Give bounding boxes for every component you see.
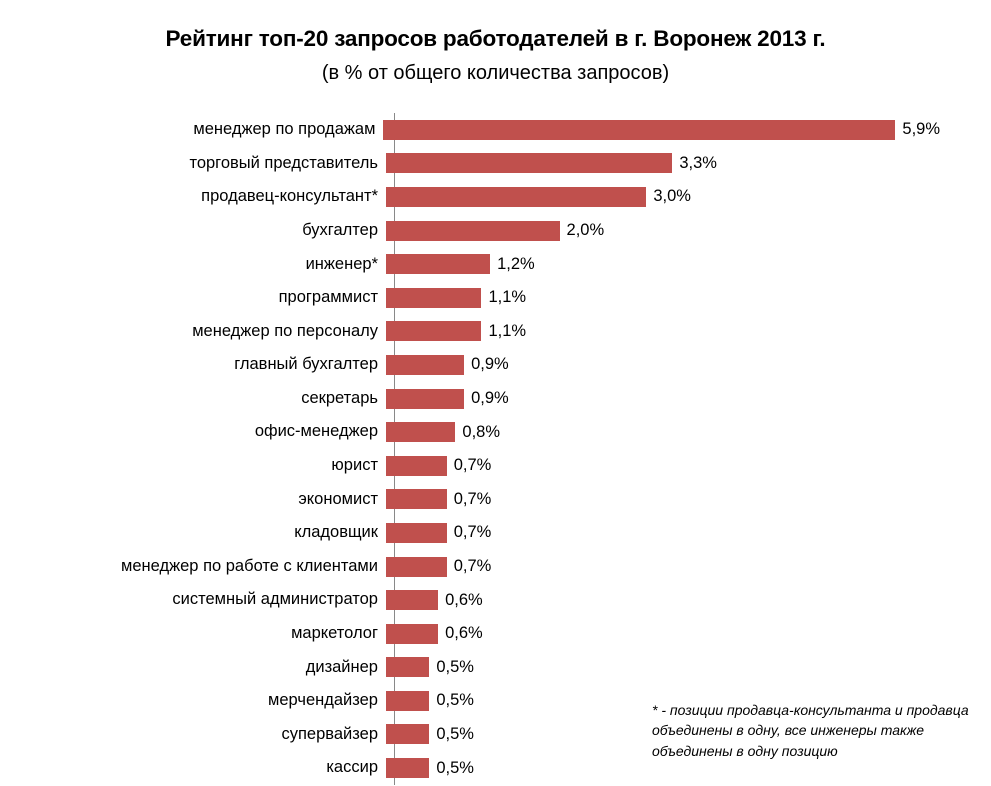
bar-value-label: 0,9% (471, 389, 509, 408)
bar-value-label: 5,9% (902, 120, 940, 139)
category-label: менеджер по работе с клиентами (121, 556, 378, 575)
chart-footnote: * - позиции продавца-консультанта и продавца объединены в одну, все инженеры также объединены в одну позицию (652, 702, 969, 759)
bar-value-label: 1,1% (488, 288, 527, 307)
bar-track (386, 281, 940, 315)
bar-row (60, 550, 940, 584)
category-label: продавец-консультант* (201, 187, 378, 206)
bar (386, 288, 481, 308)
bar-rows (60, 113, 940, 785)
bar (386, 254, 490, 274)
category-label: супервайзер (281, 724, 378, 743)
bar-row (60, 348, 940, 382)
bar (386, 355, 464, 375)
bar-value-label: 1,1% (488, 321, 527, 340)
bar-track (386, 382, 940, 416)
category-label: менеджер по продажам (193, 120, 376, 139)
bar-value-label: 0,5% (436, 758, 474, 777)
bar (386, 523, 447, 543)
bar-value-label: 0,5% (436, 691, 474, 710)
bar-track (383, 113, 940, 147)
bar-track (386, 617, 940, 651)
category-label: маркетолог (291, 624, 378, 643)
category-label: системный администратор (172, 590, 378, 609)
bar (386, 624, 438, 644)
chart-title: Рейтинг топ-20 запросов работодателей в г. Воронеж 2013 г. (165, 26, 826, 51)
bar (386, 221, 560, 241)
category-label: менеджер по персоналу (192, 321, 378, 340)
bar (386, 758, 429, 778)
category-label: программист (278, 288, 378, 307)
category-label: торговый представитель (189, 153, 378, 172)
bar-value-label: 0,5% (436, 657, 474, 676)
bar-row (60, 382, 940, 416)
bar-row (60, 483, 940, 517)
bar-track (386, 483, 940, 517)
bar-row (60, 516, 940, 550)
bar-row (60, 180, 940, 214)
bar-row (60, 583, 940, 617)
bar-value-label: 0,9% (471, 355, 509, 374)
bar-row (60, 247, 940, 281)
category-label: юрист (331, 456, 378, 475)
bar-value-label: 0,5% (436, 724, 474, 743)
chart-subtitle: (в % от общего количества запросов) (321, 62, 670, 84)
bar-row (60, 113, 940, 147)
bar (386, 724, 429, 744)
bar-track (386, 415, 940, 449)
bar-row (60, 617, 940, 651)
bar-track (386, 315, 940, 349)
bar-value-label: 0,7% (453, 456, 492, 475)
bar-row (60, 449, 940, 483)
category-label: экономист (298, 489, 378, 508)
bar-value-label: 3,3% (679, 153, 717, 172)
category-label: секретарь (301, 388, 378, 407)
bar-track (386, 651, 940, 685)
bar-value-label: 0,8% (462, 422, 501, 441)
bar (386, 389, 464, 409)
bar (386, 321, 481, 341)
bar-row (60, 147, 940, 181)
category-label: офис-менеджер (254, 422, 378, 441)
bar-track (386, 550, 940, 584)
category-label: мерчендайзер (268, 691, 378, 710)
bar-track (386, 180, 940, 214)
bar-value-label: 0,6% (445, 624, 483, 643)
bar-track (386, 348, 940, 382)
bar (386, 187, 646, 207)
bar (386, 489, 447, 509)
bar-value-label: 0,7% (453, 557, 492, 576)
category-label: инженер* (305, 254, 378, 273)
bar (386, 657, 429, 677)
bar-row (60, 415, 940, 449)
category-label: кладовщик (294, 523, 378, 542)
bar-value-label: 0,7% (453, 489, 492, 508)
bar-row (60, 281, 940, 315)
bar-track (386, 516, 940, 550)
category-label: кассир (326, 758, 378, 777)
bar (386, 590, 438, 610)
bar-track (386, 583, 940, 617)
bar (383, 120, 895, 140)
bar (386, 691, 429, 711)
bar-row (60, 315, 940, 349)
bar-track (386, 247, 940, 281)
bar-row (60, 214, 940, 248)
plot-area (60, 113, 940, 785)
category-label: бухгалтер (302, 220, 378, 239)
category-label: дизайнер (305, 657, 378, 676)
category-label: главный бухгалтер (234, 355, 378, 374)
bar (386, 422, 455, 442)
bar-value-label: 2,0% (566, 221, 605, 240)
bar-value-label: 0,7% (453, 523, 492, 542)
bar-value-label: 1,2% (497, 254, 535, 273)
bar-value-label: 0,6% (445, 590, 483, 609)
bar-row (60, 651, 940, 685)
bar (386, 557, 447, 577)
bar (386, 153, 672, 173)
bar (386, 456, 447, 476)
bar-track (386, 214, 940, 248)
bar-track (386, 449, 940, 483)
bar-track (386, 147, 940, 181)
bar-value-label: 3,0% (653, 187, 691, 206)
